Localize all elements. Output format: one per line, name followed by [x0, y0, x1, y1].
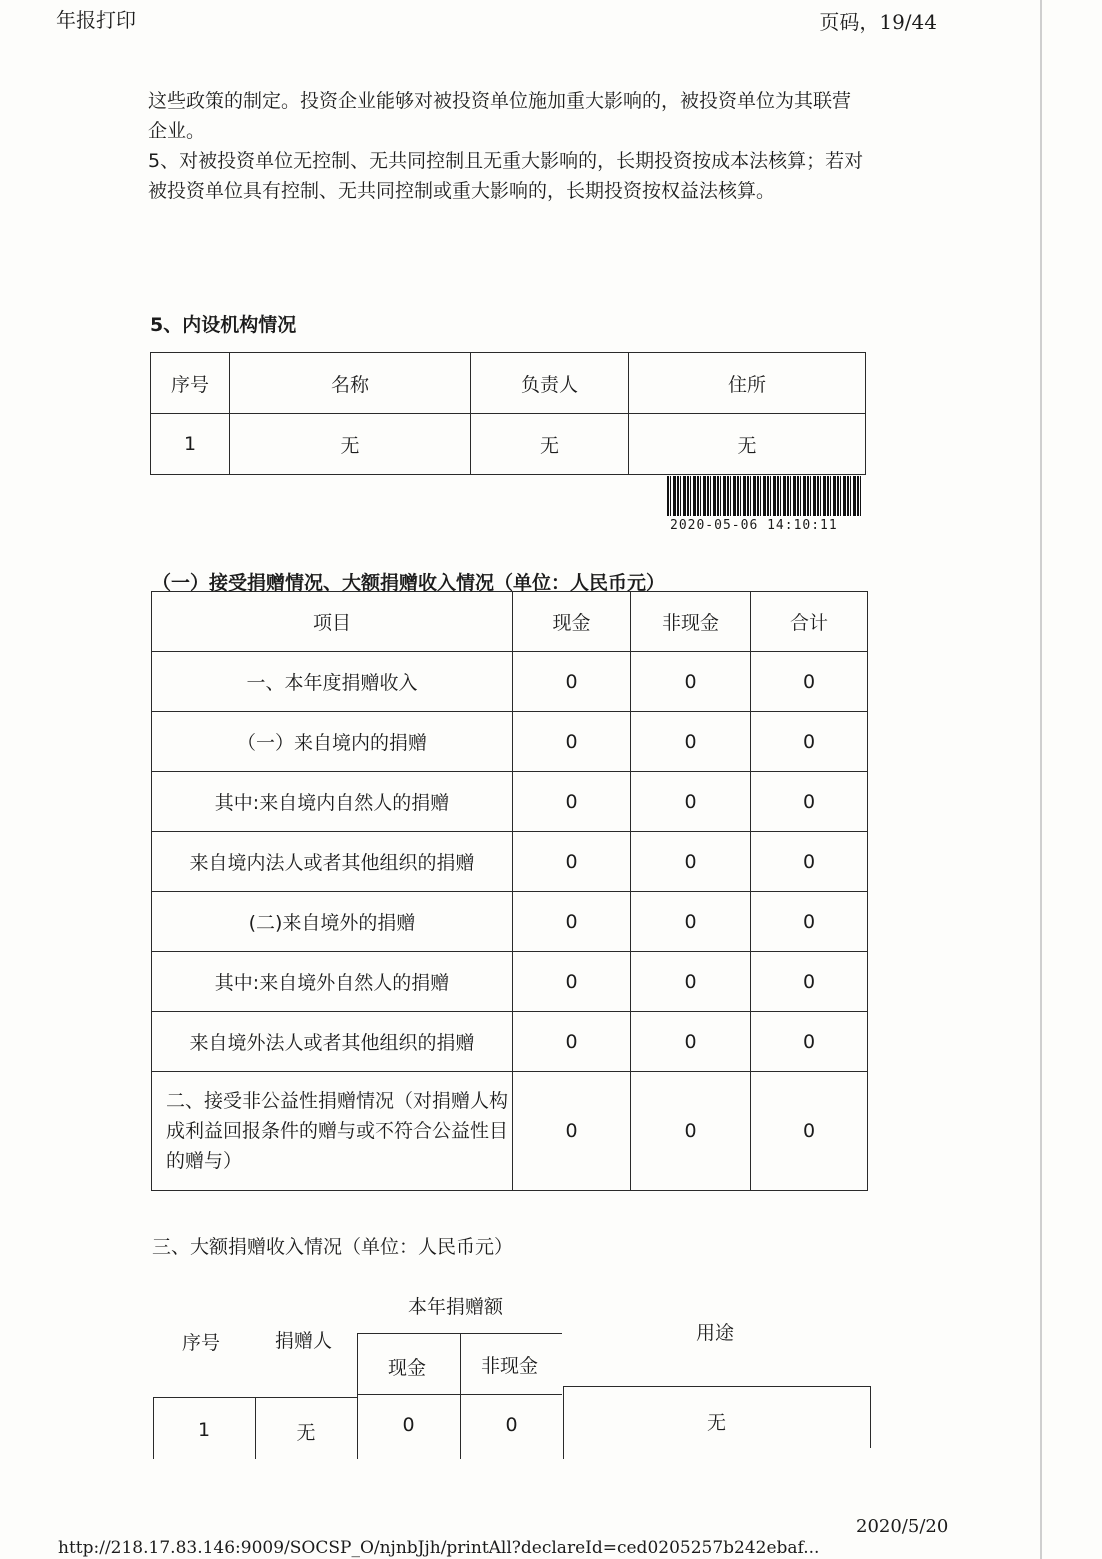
table-cell: 无 [629, 414, 866, 475]
table-cell: 0 [513, 1072, 631, 1191]
table-cell: 0 [631, 652, 751, 712]
table-cell: 0 [513, 712, 631, 772]
table-cell: 0 [631, 712, 751, 772]
table-header-row [152, 592, 868, 652]
org-table [150, 352, 866, 475]
table-cell: 0 [751, 1072, 868, 1191]
header-cell: 项目 [152, 592, 513, 652]
grid-line [357, 1333, 358, 1459]
table-cell: 0 [751, 1012, 868, 1072]
grid-line [563, 1386, 871, 1387]
table-cell: 0 [631, 1072, 751, 1191]
table-cell: 0 [513, 1012, 631, 1072]
table-cell: 1 [151, 414, 230, 475]
grid-line [357, 1394, 562, 1395]
table-cell: 0 [631, 1012, 751, 1072]
footer-url: http://218.17.83.146:9009/SOCSP_O/njnbJjh/printAll?declareId=ced0205257b242ebaf... [58, 1538, 820, 1558]
table-cell: 来自境外法人或者其他组织的捐赠 [152, 1012, 513, 1072]
header-cell: 序号 [151, 353, 230, 414]
row-seq: 1 [197, 1419, 211, 1441]
page-number: 页码，19/44 [819, 10, 937, 34]
header-cell: 现金 [513, 592, 631, 652]
table-cell: 0 [513, 952, 631, 1012]
table-row [152, 1012, 868, 1072]
table-cell: 二、接受非公益性捐赠情况（对捐赠人构成利益回报条件的赠与或不符合公益性目的赠与） [152, 1072, 513, 1191]
row-cash: 0 [402, 1414, 415, 1436]
table-row [152, 952, 868, 1012]
table-cell: 0 [513, 892, 631, 952]
table-cell: 其中:来自境外自然人的捐赠 [152, 952, 513, 1012]
table-cell: 0 [631, 832, 751, 892]
row-use: 无 [706, 1412, 726, 1434]
print-header-title: 年报打印 [56, 8, 136, 32]
table-row [152, 712, 868, 772]
org-section-title: 5、内设机构情况 [150, 314, 297, 336]
barcode [667, 476, 863, 516]
table-row [152, 1072, 868, 1191]
header-noncash: 非现金 [481, 1355, 539, 1377]
large-donation-title: 三、大额捐赠收入情况（单位：人民币元） [152, 1236, 514, 1258]
table-cell: 0 [751, 772, 868, 832]
header-donor: 捐赠人 [275, 1330, 333, 1352]
header-cell: 合计 [751, 592, 868, 652]
table-cell: 0 [513, 652, 631, 712]
header-cell: 住所 [629, 353, 866, 414]
table-row [152, 892, 868, 952]
footer-date: 2020/5/20 [856, 1516, 949, 1537]
table-cell: 0 [751, 952, 868, 1012]
page-edge [1040, 0, 1042, 1559]
table-cell: 一、本年度捐赠收入 [152, 652, 513, 712]
table-cell: 0 [513, 772, 631, 832]
table-cell: 0 [631, 892, 751, 952]
table-cell: 0 [751, 892, 868, 952]
row-noncash: 0 [505, 1414, 518, 1436]
table-cell: 0 [751, 832, 868, 892]
table-cell: 其中:来自境内自然人的捐赠 [152, 772, 513, 832]
grid-line [460, 1333, 461, 1459]
table-cell: 0 [631, 952, 751, 1012]
table-row [152, 652, 868, 712]
donation-table [151, 591, 868, 1191]
header-use: 用途 [696, 1322, 735, 1344]
table-header-row [151, 353, 866, 414]
paragraph-2: 5、对被投资单位无控制、无共同控制且无重大影响的，长期投资按成本法核算；若对被投资单位具有控制、无共同控制或重大影响的，长期投资按权益法核算。 [148, 150, 864, 202]
barcode-timestamp: 2020-05-06 14:10:11 [670, 518, 838, 533]
table-cell: 来自境内法人或者其他组织的捐赠 [152, 832, 513, 892]
table-cell: 0 [513, 832, 631, 892]
table-cell: （一）来自境内的捐赠 [152, 712, 513, 772]
paragraph-1: 这些政策的制定。投资企业能够对被投资单位施加重大影响的，被投资单位为其联营企业。 [148, 90, 852, 142]
row-donor: 无 [296, 1422, 316, 1444]
header-cell: 非现金 [631, 592, 751, 652]
table-cell: 无 [471, 414, 629, 475]
header-cell: 负责人 [471, 353, 629, 414]
header-cash: 现金 [388, 1357, 427, 1379]
header-cell: 名称 [230, 353, 471, 414]
table-cell: (二)来自境外的捐赠 [152, 892, 513, 952]
donation-section-title: （一）接受捐赠情况、大额捐赠收入情况（单位：人民币元） [152, 572, 666, 594]
table-cell: 0 [751, 712, 868, 772]
table-row [152, 832, 868, 892]
table-row [151, 414, 866, 475]
table-cell: 0 [751, 652, 868, 712]
table-row [152, 772, 868, 832]
table-cell: 0 [631, 772, 751, 832]
header-seq: 序号 [182, 1332, 221, 1354]
grid-line [870, 1386, 871, 1448]
table-cell: 无 [230, 414, 471, 475]
header-amount: 本年捐赠额 [408, 1296, 504, 1318]
